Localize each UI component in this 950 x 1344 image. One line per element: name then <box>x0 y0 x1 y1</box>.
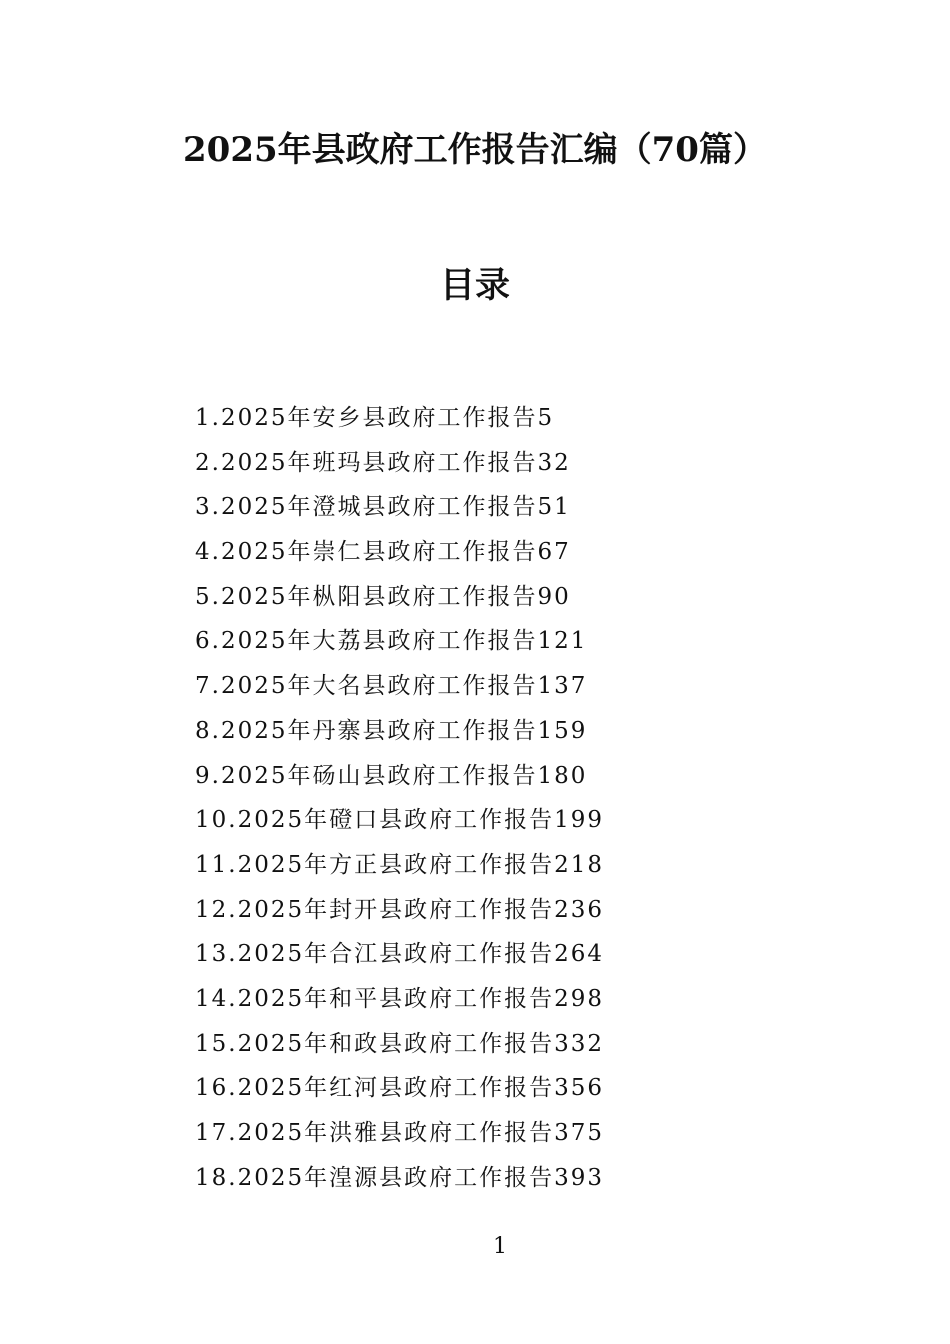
toc-heading: 目录 <box>439 265 510 306</box>
toc-entry-7[interactable] <box>195 664 795 709</box>
toc-entry-12[interactable] <box>195 888 795 933</box>
toc-entry-text: 9.2025年砀山县政府工作报告180 <box>195 762 588 789</box>
toc-entry-text: 12.2025年封开县政府工作报告236 <box>195 896 605 923</box>
toc-entry-9[interactable] <box>195 754 795 799</box>
toc-entry-17[interactable] <box>195 1111 795 1156</box>
toc-entry-text: 1.2025年安乡县政府工作报告5 <box>195 405 555 431</box>
toc-entry-5[interactable] <box>195 575 795 620</box>
toc-entry-3[interactable] <box>195 485 795 530</box>
page-number: 1 <box>493 1234 507 1259</box>
toc-entry-text: 4.2025年崇仁县政府工作报告67 <box>195 539 571 566</box>
toc-entry-18[interactable] <box>195 1156 795 1201</box>
toc-entry-text: 18.2025年湟源县政府工作报告393 <box>195 1164 605 1191</box>
toc-entry-text: 15.2025年和政县政府工作报告332 <box>195 1030 605 1057</box>
toc-entry-text: 6.2025年大荔县政府工作报告121 <box>195 628 588 655</box>
document-title: 2025年县政府工作报告汇编（70篇） <box>183 130 767 170</box>
toc-entry-text: 5.2025年枞阳县政府工作报告90 <box>195 583 571 610</box>
toc-entry-text: 17.2025年洪雅县政府工作报告375 <box>195 1120 605 1146</box>
toc-entry-text: 13.2025年合江县政府工作报告264 <box>195 941 605 968</box>
toc-entry-4[interactable] <box>195 530 795 575</box>
toc-entry-16[interactable] <box>195 1066 795 1111</box>
toc-entry-text: 16.2025年红河县政府工作报告356 <box>195 1075 605 1102</box>
toc-entry-text: 7.2025年大名县政府工作报告137 <box>195 673 588 700</box>
toc-entry-text: 11.2025年方正县政府工作报告218 <box>195 851 605 878</box>
toc-entry-text: 10.2025年磴口县政府工作报告199 <box>195 807 605 834</box>
toc-entry-14[interactable] <box>195 977 795 1022</box>
toc-entry-text: 3.2025年澄城县政府工作报告51 <box>195 494 571 521</box>
toc-entry-text: 14.2025年和平县政府工作报告298 <box>195 985 605 1012</box>
toc-entry-11[interactable] <box>195 843 795 888</box>
toc-entry-text: 2.2025年班玛县政府工作报告32 <box>195 449 571 476</box>
toc-entry-6[interactable] <box>195 619 795 664</box>
toc-entry-1[interactable] <box>195 396 795 441</box>
toc-entry-13[interactable] <box>195 932 795 977</box>
table-of-contents <box>195 396 795 1200</box>
toc-entry-text: 8.2025年丹寨县政府工作报告159 <box>195 717 588 744</box>
toc-entry-10[interactable] <box>195 798 795 843</box>
toc-entry-8[interactable] <box>195 709 795 754</box>
toc-entry-15[interactable] <box>195 1022 795 1067</box>
toc-entry-2[interactable] <box>195 441 795 486</box>
